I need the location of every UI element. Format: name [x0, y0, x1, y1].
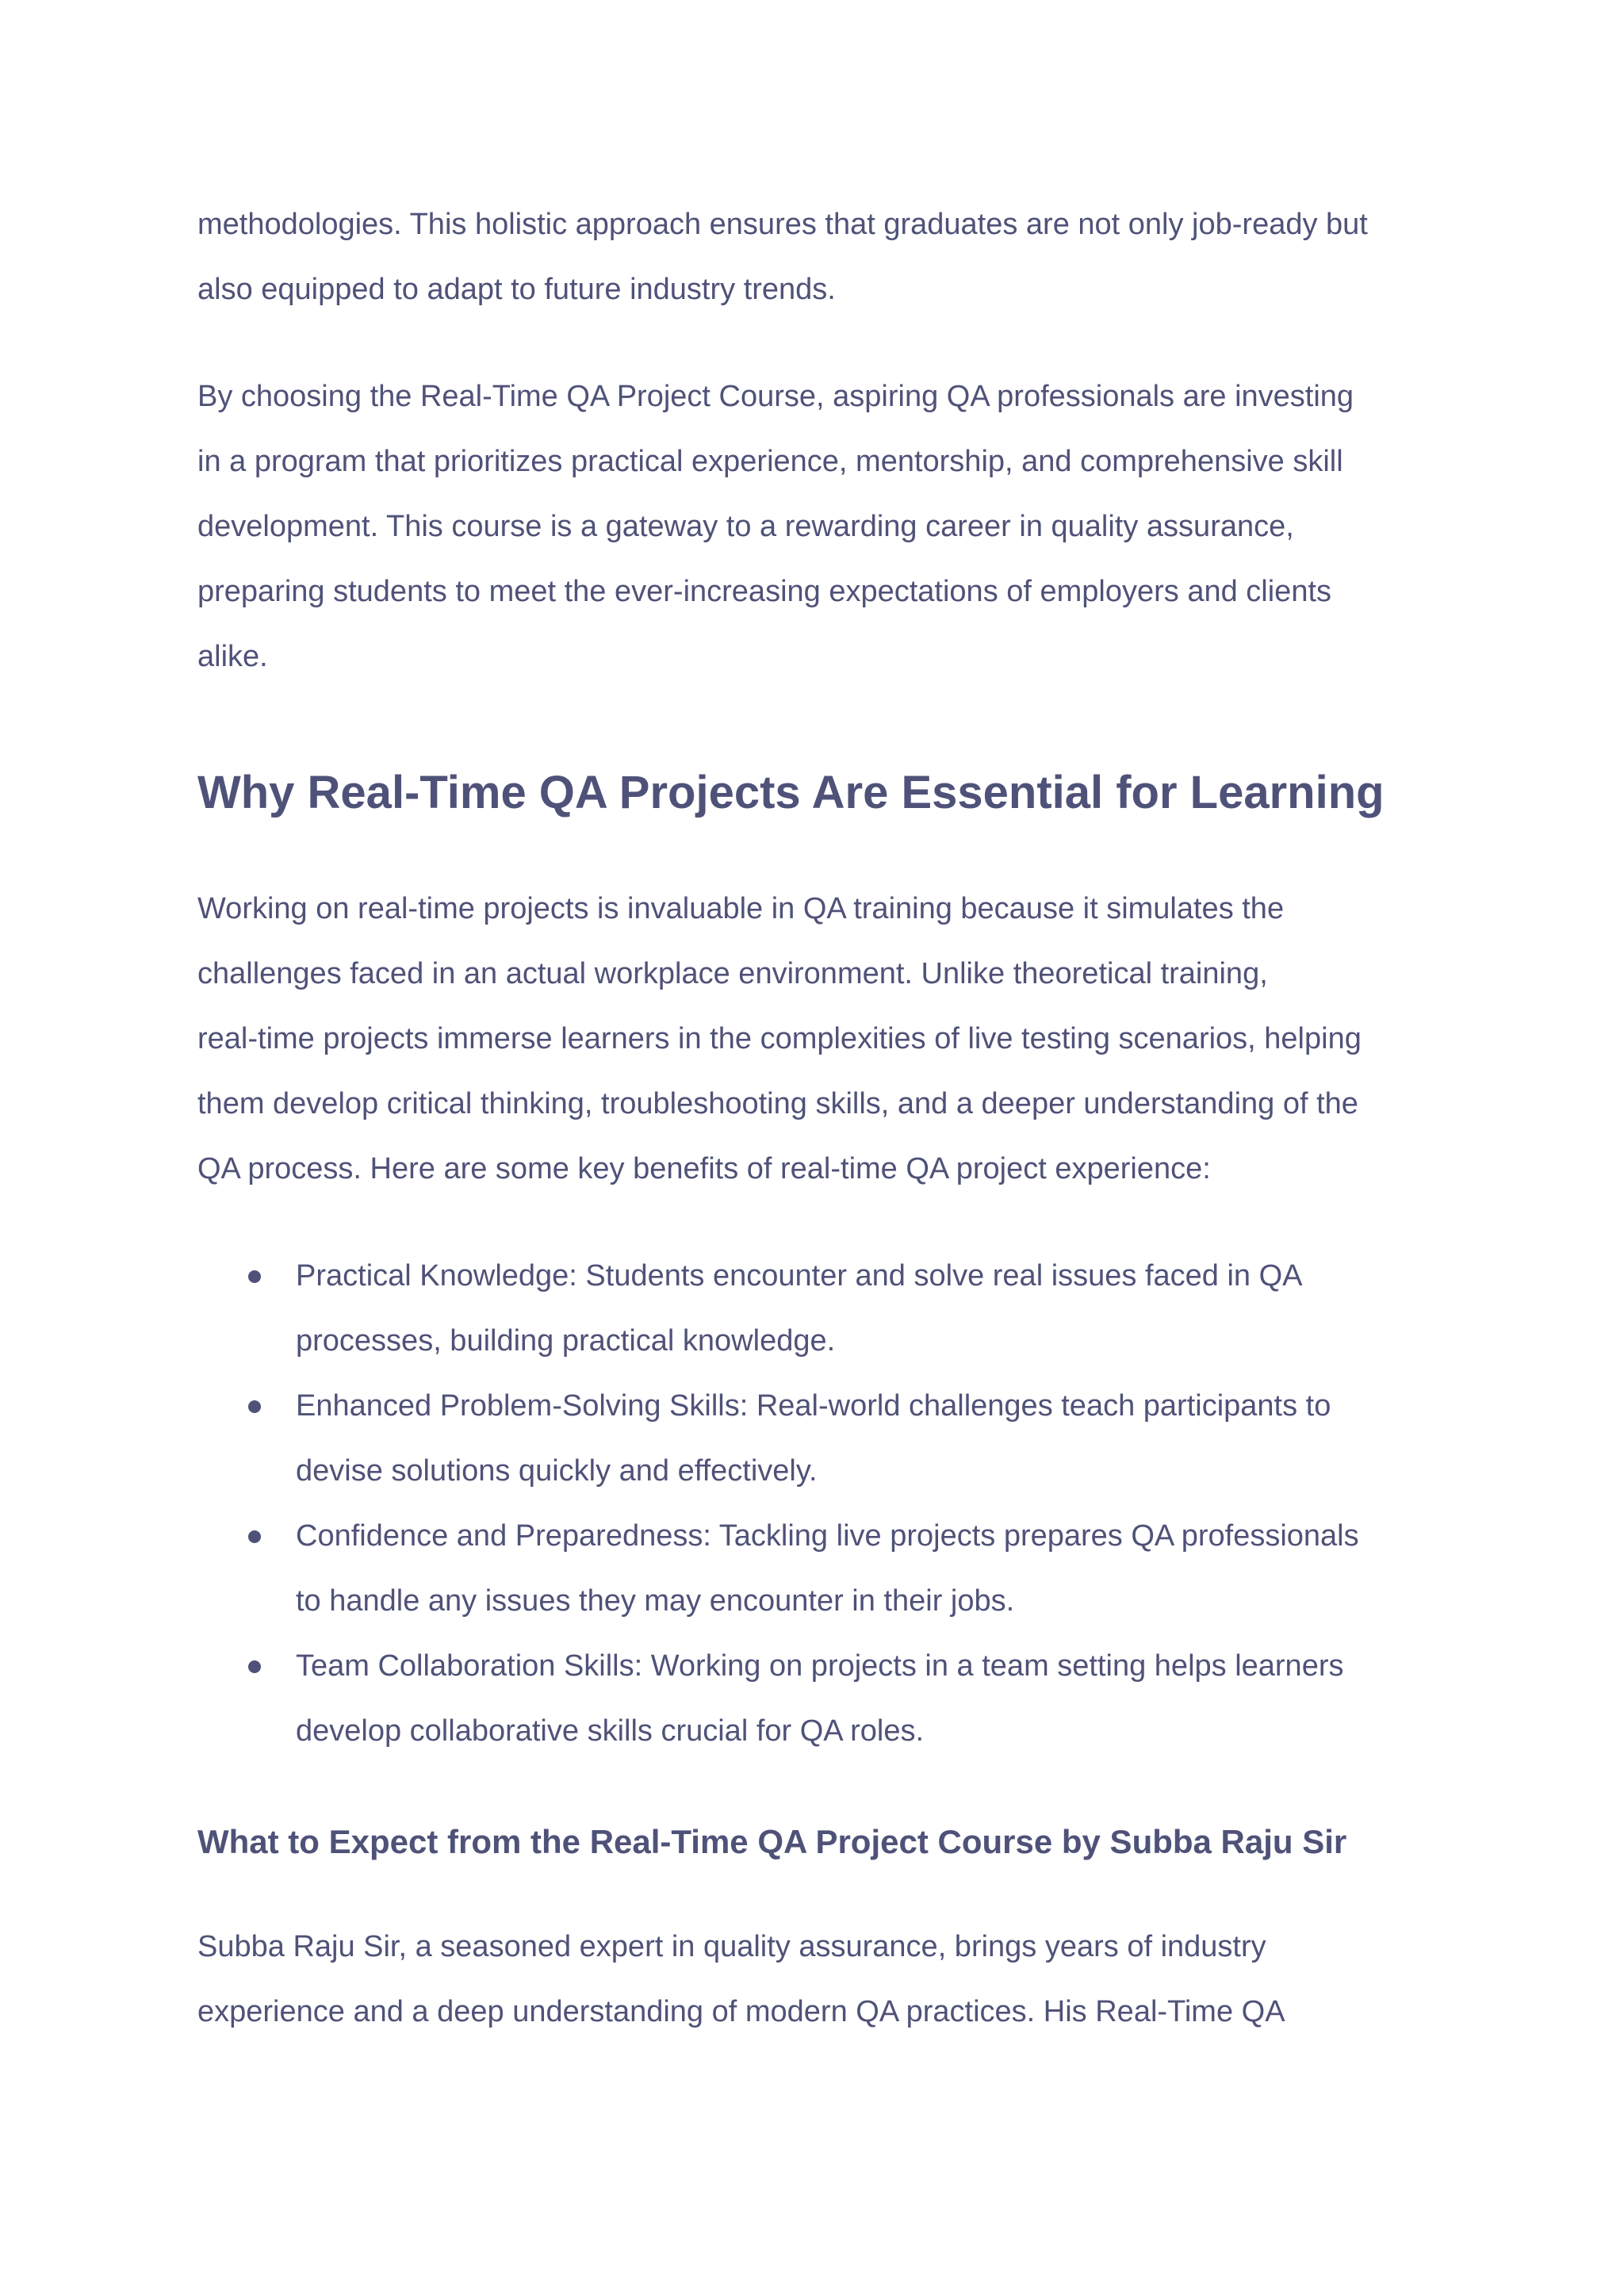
- text-line: Working on real-time projects is invaluable in QA training because it simulates the: [197, 892, 1285, 925]
- text-line: preparing students to meet the ever-increasing expectations of employers and clients: [197, 575, 1332, 608]
- text-line: By choosing the Real-Time QA Project Course, aspiring QA professionals are investing: [197, 380, 1354, 413]
- bullet-dot-icon: [248, 1400, 261, 1413]
- text-line: processes, building practical knowledge.: [296, 1324, 836, 1358]
- bullet-dot-icon: [248, 1270, 261, 1283]
- text-line: methodologies. This holistic approach ensures that graduates are not only job-ready but: [197, 208, 1368, 241]
- text-line: experience and a deep understanding of modern QA practices. His Real-Time QA: [197, 1995, 1285, 2028]
- text-line: Subba Raju Sir, a seasoned expert in quality assurance, brings years of industry: [197, 1930, 1266, 1963]
- list-item-text: [296, 1503, 1434, 1633]
- benefits-list: [197, 1243, 1434, 1764]
- text-line: QA process. Here are some key benefits of real-time QA project experience:: [197, 1152, 1211, 1185]
- paragraph-gap: [197, 1201, 1434, 1243]
- text-line: in a program that prioritizes practical experience, mentorship, and comprehensive skill: [197, 445, 1343, 478]
- paragraph-gap: [197, 322, 1434, 364]
- section-gap: [197, 1875, 1434, 1914]
- list-item: [197, 1633, 1434, 1764]
- text-line: real-time projects immerse learners in the complexities of live testing scenarios, helping: [197, 1022, 1362, 1055]
- bullet-dot-icon: [248, 1530, 261, 1543]
- list-item: [197, 1503, 1434, 1633]
- text-line: to handle any issues they may encounter in their jobs.: [296, 1584, 1015, 1618]
- why-real-time-heading: Why Real-Time QA Projects Are Essential for Learning: [197, 767, 1385, 818]
- text-line: also equipped to adapt to future industry trends.: [197, 273, 836, 306]
- text-line: devise solutions quickly and effectively.: [296, 1454, 818, 1488]
- text-line: Team Collaboration Skills: Working on projects in a team setting helps learners: [296, 1649, 1344, 1683]
- text-line: development. This course is a gateway to a rewarding career in quality assurance,: [197, 510, 1294, 543]
- what-to-expect-heading: What to Expect from the Real-Time QA Project Course by Subba Raju Sir: [197, 1823, 1347, 1860]
- section-gap: [197, 825, 1434, 876]
- section-gap: [197, 1764, 1434, 1810]
- text-line: Confidence and Preparedness: Tackling live projects prepares QA professionals: [296, 1519, 1359, 1553]
- list-item: [197, 1373, 1434, 1503]
- list-item-text: [296, 1373, 1434, 1503]
- what-to-expect-paragraph: [197, 1914, 1434, 2044]
- list-item-text: [296, 1633, 1434, 1764]
- section-gap: [197, 689, 1434, 760]
- text-line: develop collaborative skills crucial for QA roles.: [296, 1714, 925, 1748]
- choosing-course-paragraph: [197, 364, 1434, 689]
- text-line: alike.: [197, 640, 268, 673]
- why-real-time-paragraph: [197, 876, 1434, 1201]
- text-line: challenges faced in an actual workplace environment. Unlike theoretical training,: [197, 957, 1268, 990]
- list-item: [197, 1243, 1434, 1373]
- text-line: Practical Knowledge: Students encounter and solve real issues faced in QA: [296, 1259, 1303, 1293]
- text-line: Enhanced Problem-Solving Skills: Real-world challenges teach participants to: [296, 1389, 1331, 1423]
- document-content: [197, 192, 1434, 2044]
- text-line: them develop critical thinking, troubleshooting skills, and a deeper understanding of the: [197, 1087, 1358, 1120]
- intro-continuation-paragraph: [197, 192, 1434, 322]
- list-item-text: [296, 1243, 1434, 1373]
- bullet-dot-icon: [248, 1660, 261, 1673]
